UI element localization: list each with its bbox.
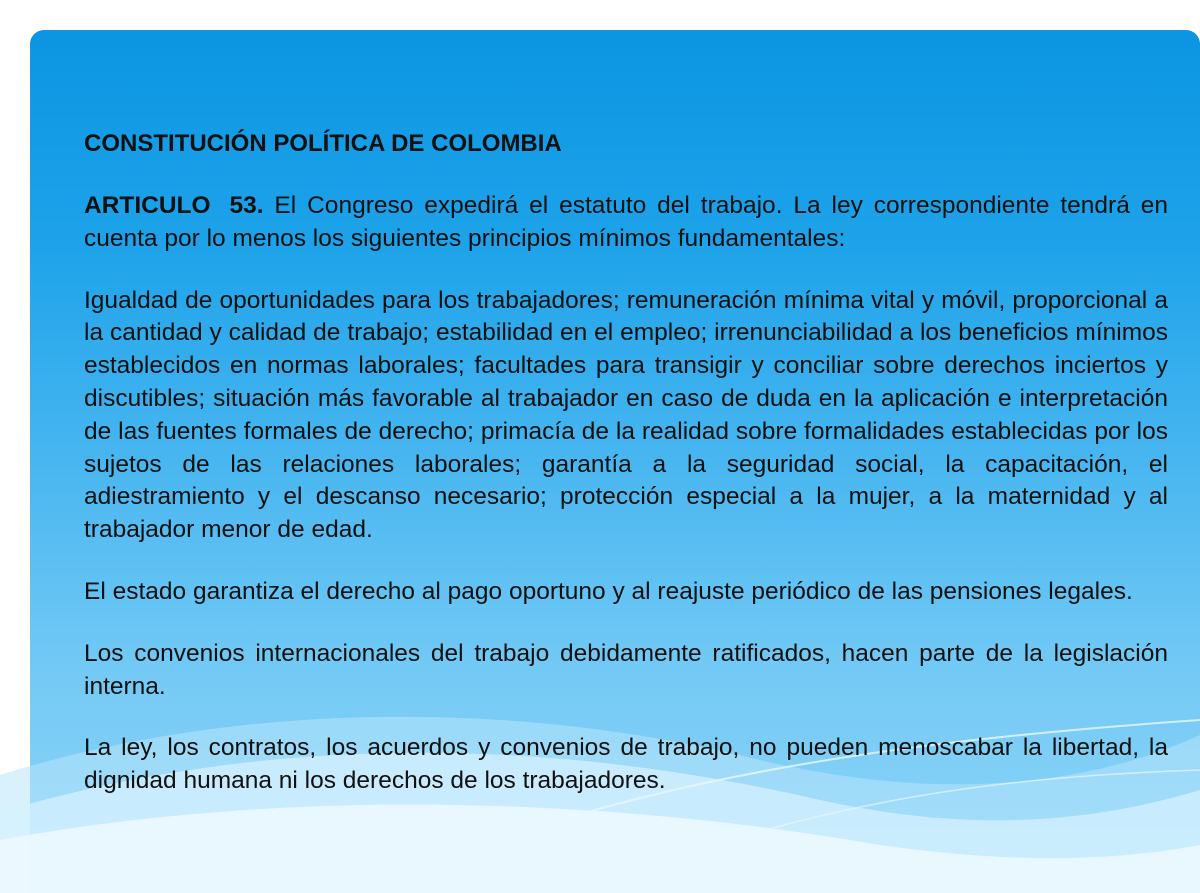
rights-paragraph: La ley, los contratos, los acuerdos y convenios de trabajo, no pueden menoscabar la libertad, la dignidad humana ni los derechos de los trabajadores. bbox=[84, 734, 1168, 795]
principles-paragraph: Igualdad de oportunidades para los trabajadores; remuneración mínima vital y móvil, proporcional a la cantidad y calidad de trabajo; estabilidad en el empleo; irrenunciabilidad a los beneficios mínimos establecidos en normas laborales; facultades para transigir y conciliar sobre derechos inciertos y discutibles; situación más favorable al trabajador en caso de duda en la aplicación e interpretación de las fuentes formales de derecho; primacía de la realidad sobre formalidades establecidas por los sujetos de las relaciones laborales; garantía a la seguridad social, la capacitación, el adiestramiento y el descanso necesario; protección especial a la mujer, a la maternidad y al trabajador menor de edad. bbox=[84, 286, 1168, 544]
conventions-paragraph: Los convenios internacionales del trabajo debidamente ratificados, hacen parte de la legislación interna. bbox=[84, 639, 1168, 700]
pensions-paragraph: El estado garantiza el derecho al pago oportuno y al reajuste periódico de las pensiones legales. bbox=[84, 577, 1133, 605]
document-title: CONSTITUCIÓN POLÍTICA DE COLOMBIA bbox=[84, 130, 562, 157]
article-paragraph bbox=[84, 190, 1168, 256]
document-body bbox=[84, 128, 1168, 827]
article-label: ARTICULO 53. bbox=[84, 192, 264, 219]
article-intro-text: El Congreso expedirá el estatuto del trabajo. La ley correspondiente tendrá en cuenta por lo menos los siguientes principios mínimos fundamentales: bbox=[84, 192, 1168, 252]
